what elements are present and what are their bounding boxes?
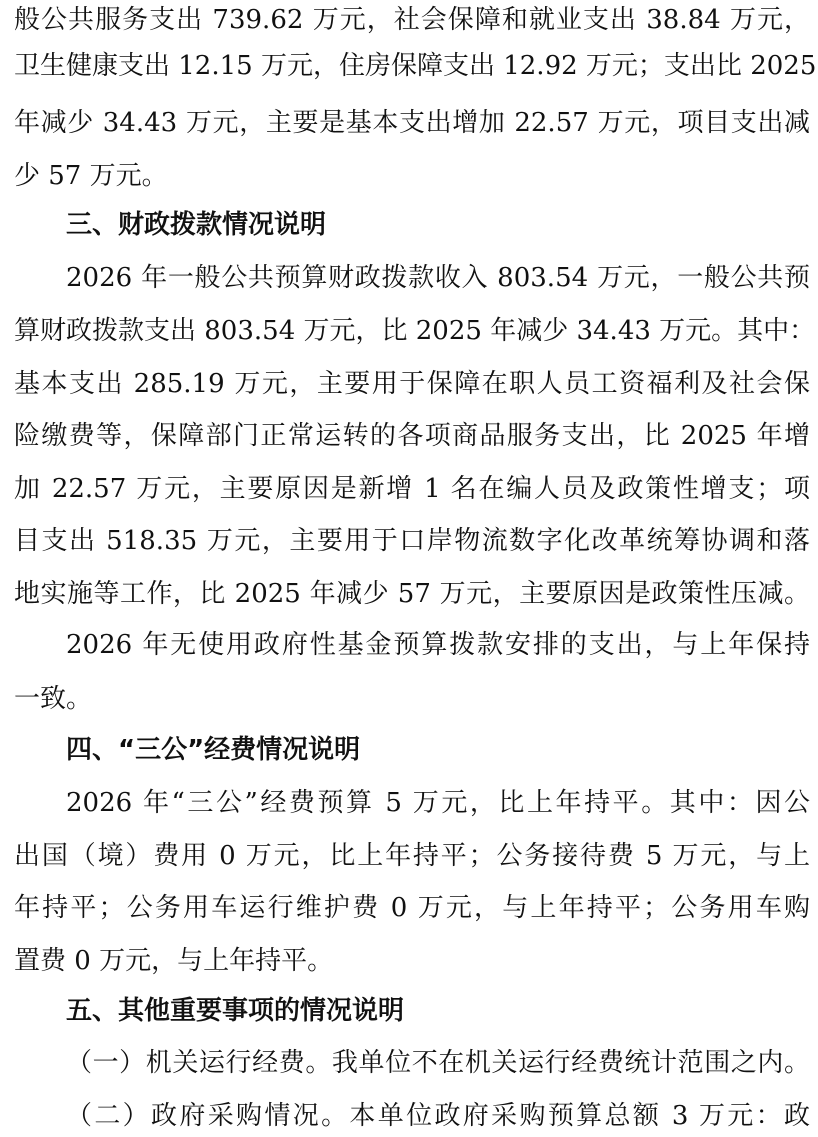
body-line: 目支出 518.35 万元，主要用于口岸物流数字化改革统筹协调和落 — [14, 526, 810, 556]
section-heading-3: 三、财政拨款情况说明 — [66, 210, 327, 240]
body-line: （一）机关运行经费。我单位不在机关运行经费统计范围之内。 — [66, 1048, 810, 1078]
body-line: 年持平；公务用车运行维护费 0 万元，与上年持平；公务用车购 — [14, 893, 810, 923]
body-line: 置费 0 万元，与上年持平。 — [14, 946, 334, 976]
body-line: 基本支出 285.19 万元，主要用于保障在职人员工资福利及社会保 — [14, 369, 810, 399]
section-heading-5: 五、其他重要事项的情况说明 — [66, 996, 405, 1026]
body-line: 出国（境）费用 0 万元，比上年持平；公务接待费 5 万元，与上 — [14, 841, 810, 871]
body-line: 2026 年一般公共预算财政拨款收入 803.54 万元，一般公共预 — [66, 263, 810, 293]
body-line: 险缴费等，保障部门正常运转的各项商品服务支出，比 2025 年增 — [14, 421, 810, 451]
body-line: 少 57 万元。 — [14, 161, 168, 191]
body-line: 2026 年“三公”经费预算 5 万元，比上年持平。其中：因公 — [66, 788, 810, 818]
body-line: 年减少 34.43 万元，主要是基本支出增加 22.57 万元，项目支出减 — [14, 108, 810, 138]
section-heading-4: 四、“三公”经费情况说明 — [66, 735, 361, 765]
body-line: 加 22.57 万元，主要原因是新增 1 名在编人员及政策性增支；项 — [14, 474, 810, 504]
body-line: 2026 年无使用政府性基金预算拨款安排的支出，与上年保持 — [66, 630, 810, 660]
body-line: 卫生健康支出 12.15 万元，住房保障支出 12.92 万元；支出比 2025 — [14, 51, 817, 81]
body-line: 般公共服务支出 739.62 万元，社会保障和就业支出 38.84 万元， — [14, 5, 810, 35]
body-line: 算财政拨款支出 803.54 万元，比 2025 年减少 34.43 万元。其中： — [14, 316, 816, 346]
body-line: 地实施等工作，比 2025 年减少 57 万元，主要原因是政策性压减。 — [14, 579, 810, 609]
body-line: （二）政府采购情况。本单位政府采购预算总额 3 万元：政 — [66, 1101, 810, 1131]
body-line: 一致。 — [14, 684, 93, 714]
